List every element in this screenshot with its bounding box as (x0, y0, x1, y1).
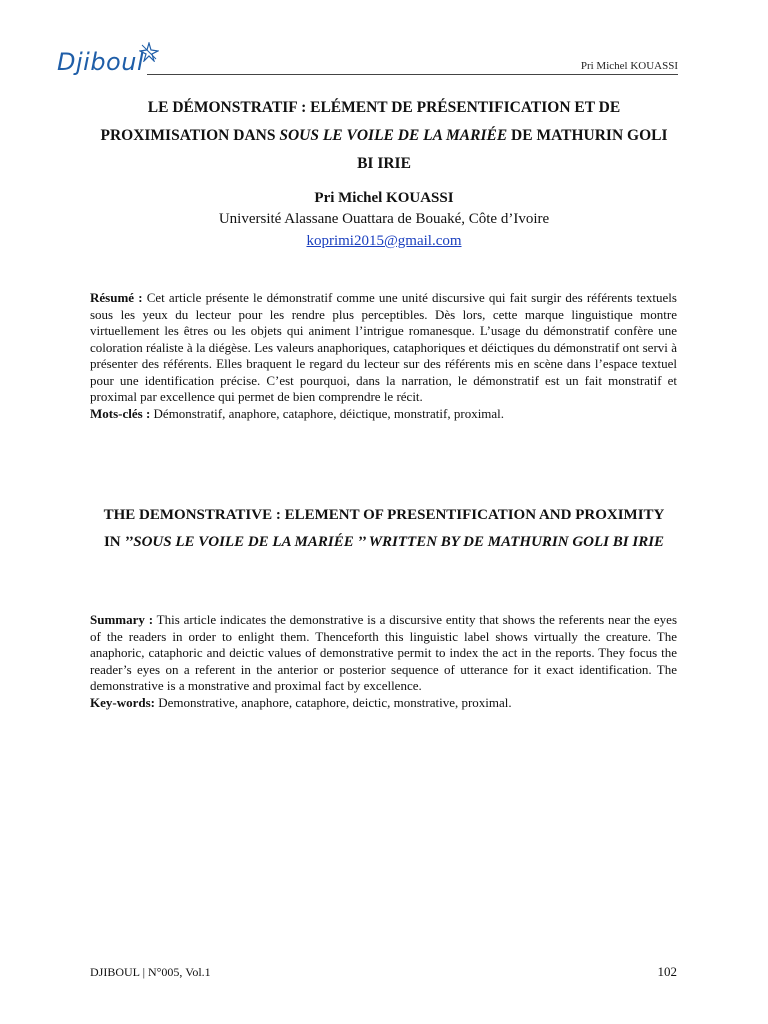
header-divider (147, 74, 678, 75)
keywords-fr-label: Mots-clés : (90, 405, 151, 421)
resume-text: Cet article présente le démonstratif comme une unité discursive qui fait surgir des référents textuels sous les yeux du lecteur pour les rendre plus perceptibles. Dès lors, cette marque linguistique montre virtuellement les êtres ou les objets qui animent l’intrigue romanesque. L’usage du démonstratif confère une coloration réaliste à la diégèse. Les valeurs anaphoriques, cataphoriques et déictiques du démonstratif ont servi à présenter des référents. Elles braquent le regard du lecteur sur des référents mis en scène dans l’espace textuel pour une identification précise. C’est pourquoi, dans la narration, le démonstratif est un fait monstratif et proximal par excellence qui permet de bien comprendre le récit. (90, 290, 677, 404)
summary-text: This article indicates the demonstrative is a discursive entity that shows the referents near the eyes of the readers in order to enlight them. Thenceforth this linguistic label shows virtually the creature. The anaphoric, cataphoric and deictic values of demonstrative permit to index the act in the reports. They focus the reader’s eyes on a referent in the anterior or posterior sequence of utterance for it exact identification. The demonstrative is a monstrative and proximal fact by excellence. (90, 612, 678, 693)
english-abstract (90, 612, 677, 711)
page-number: 102 (657, 964, 677, 979)
author-email (0, 233, 768, 250)
page-header (57, 40, 678, 80)
footer-journal: DJIBOUL | N°005, Vol.1 (90, 965, 211, 979)
author-email-link[interactable]: koprimi2015@gmail.com (306, 233, 462, 249)
resume-label: Résumé : (90, 290, 143, 305)
footer-journal-name: DJIBOUL (90, 965, 140, 979)
french-title-italic: SOUS LE VOILE DE LA MARIÉE (279, 127, 508, 144)
english-title-italic: ’’SOUS LE VOILE DE LA MARIÉE ’’ WRITTEN BY DE MATHURIN GOLI BI IRIE (124, 534, 665, 550)
keywords-en: Demonstrative, anaphore, cataphore, deictic, monstrative, proximal. (155, 694, 512, 710)
english-title: THE DEMONSTRATIVE : ELEMENT OF PRESENTIFICATION AND PROXIMITY IN ’’SOUS LE VOILE DE LA MARIÉE ’’ WRITTEN BY DE MATHURIN GOLI BI IRIE (103, 507, 665, 550)
star-logo-icon (139, 42, 159, 62)
journal-logo: Djiboul (57, 48, 145, 76)
keywords-en-label: Key-words: (90, 694, 155, 710)
french-abstract (90, 290, 677, 422)
footer-issue: N°005, Vol.1 (147, 965, 211, 979)
author-affiliation: Université Alassane Ouattara de Bouaké, Côte d’Ivoire (218, 211, 550, 227)
author-name: Pri Michel KOUASSI (314, 190, 454, 206)
summary-label: Summary : (90, 612, 154, 627)
keywords-fr: Démonstratif, anaphore, cataphore, déictique, monstratif, proximal. (150, 405, 505, 421)
french-title: LE DÉMONSTRATIF : ELÉMENT DE PRÉSENTIFICATION ET DE PROXIMISATION DANS SOUS LE VOILE DE LA MARIÉE DE MATHURIN GOLI BI IRIE (100, 99, 668, 172)
running-header-author: Pri Michel KOUASSI (580, 60, 678, 72)
